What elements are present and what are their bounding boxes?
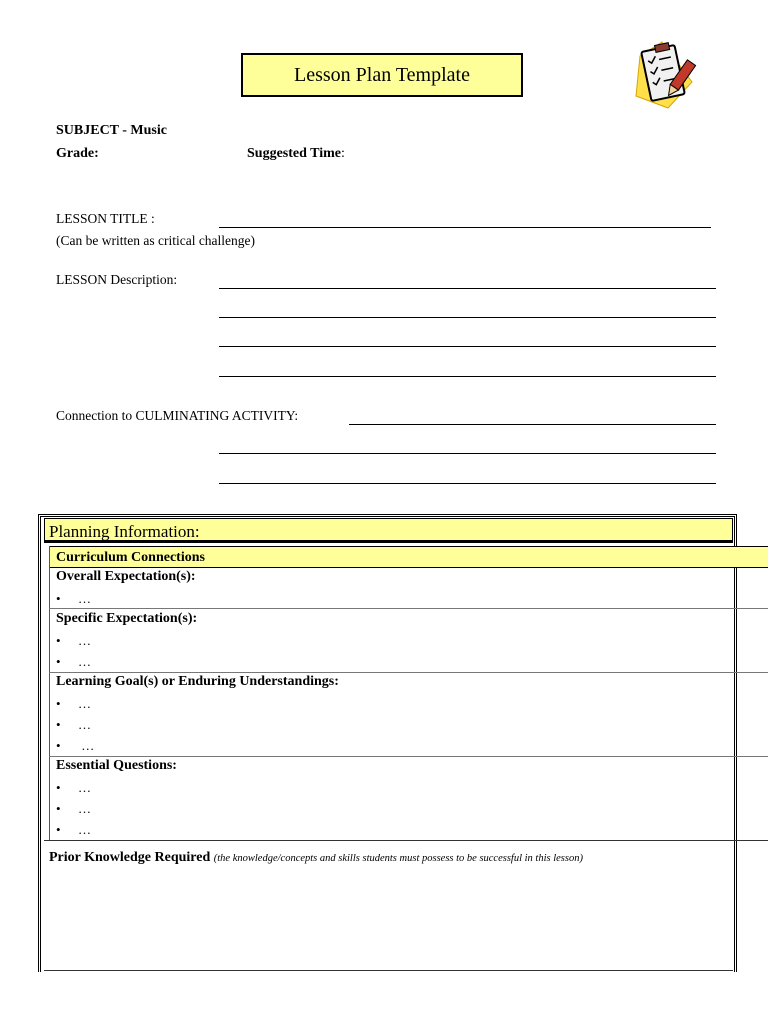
culminating-line-3[interactable] xyxy=(219,483,716,484)
curriculum-heading: Curriculum Connections xyxy=(49,546,768,568)
grade-label: Grade: xyxy=(56,146,99,161)
row-divider xyxy=(49,672,768,673)
table-bottom xyxy=(44,970,733,971)
culminating-line-1[interactable] xyxy=(349,424,716,425)
list-item[interactable]: • … xyxy=(56,654,91,669)
page-title: Lesson Plan Template xyxy=(241,53,523,97)
prior-knowledge-note: (the knowledge/concepts and skills students must possess to be successful in this lesson) xyxy=(213,853,583,864)
list-item[interactable]: • … xyxy=(56,738,95,753)
row-divider xyxy=(44,840,768,841)
clipboard-pencil-icon xyxy=(632,38,704,112)
list-item[interactable]: • … xyxy=(56,822,91,837)
list-item[interactable]: • … xyxy=(56,801,91,816)
table-divider xyxy=(49,546,50,840)
list-item[interactable]: • … xyxy=(56,591,91,606)
subject-label: SUBJECT - Music xyxy=(56,123,167,138)
row-divider xyxy=(49,756,768,757)
essential-questions-label: Essential Questions: xyxy=(56,758,177,773)
lesson-title-label: LESSON TITLE : xyxy=(56,211,155,226)
description-line-3[interactable] xyxy=(219,346,716,347)
lesson-title-line[interactable] xyxy=(219,227,711,228)
learning-goals-label: Learning Goal(s) or Enduring Understandings: xyxy=(56,674,339,689)
specific-expectations-label: Specific Expectation(s): xyxy=(56,611,198,626)
list-item[interactable]: • … xyxy=(56,780,91,795)
prior-knowledge-label: Prior Knowledge Required xyxy=(49,850,211,865)
overall-expectations-label: Overall Expectation(s): xyxy=(56,569,196,584)
prior-knowledge[interactable] xyxy=(49,850,583,866)
culminating-line-2[interactable] xyxy=(219,453,716,454)
list-item[interactable]: • … xyxy=(56,696,91,711)
list-item[interactable]: • … xyxy=(56,633,91,648)
culminating-label: Connection to CULMINATING ACTIVITY: xyxy=(56,408,299,423)
planning-heading: Planning Information: xyxy=(44,518,733,543)
description-line-2[interactable] xyxy=(219,317,716,318)
suggested-time-label: Suggested Time: xyxy=(247,146,345,161)
description-line-1[interactable] xyxy=(219,288,716,289)
row-divider xyxy=(49,608,768,609)
description-line-4[interactable] xyxy=(219,376,716,377)
lesson-title-note: (Can be written as critical challenge) xyxy=(56,233,256,248)
list-item[interactable]: • … xyxy=(56,717,91,732)
lesson-description-label: LESSON Description: xyxy=(56,272,178,287)
